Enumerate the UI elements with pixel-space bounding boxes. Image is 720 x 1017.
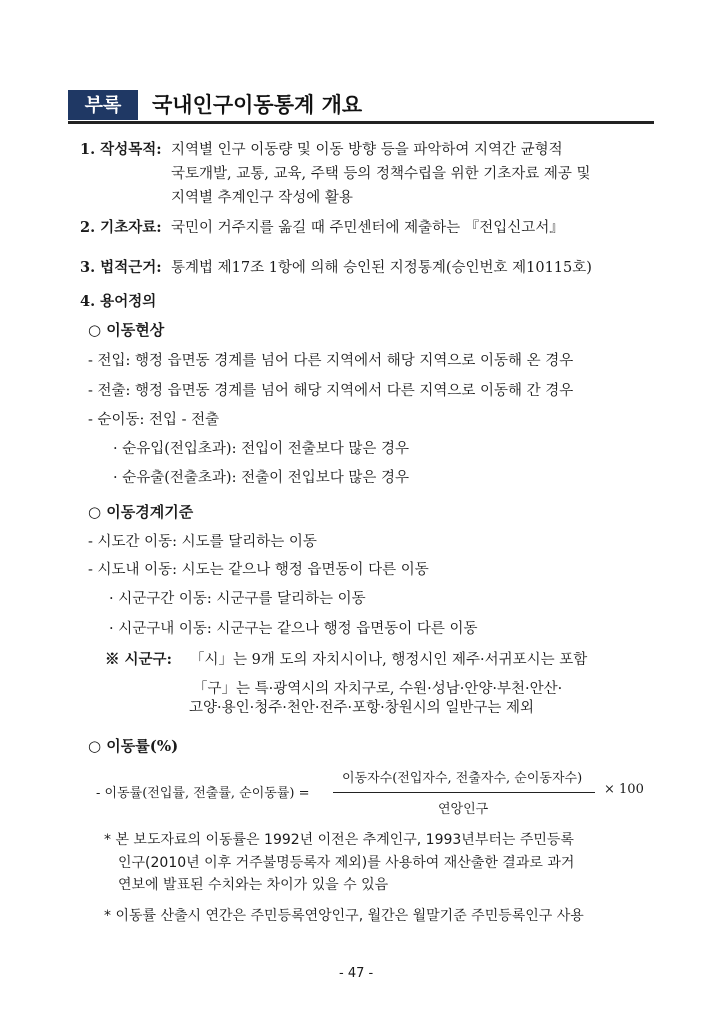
boundary-item-inter-district: · 시군구간 이동: 시군구를 달리하는 이동 xyxy=(109,591,366,607)
rate-numerator: 이동자수(전입자수, 전출자수, 순이동자수) xyxy=(342,771,583,786)
movement-item-in: - 전입: 행정 읍면동 경계를 넘어 다른 지역에서 해당 지역으로 이동해 온 경우 xyxy=(88,353,574,369)
boundary-item-intra-province: - 시도내 이동: 시도는 같으나 행정 읍면동이 다른 이동 xyxy=(88,562,429,578)
fraction-bar xyxy=(333,792,595,793)
movement-item-out: - 전출: 행정 읍면동 경계를 넘어 해당 지역에서 다른 지역으로 이동해 간 경우 xyxy=(88,383,574,399)
appendix-badge: 부록 xyxy=(68,90,138,120)
section-1-label: 1. 작성목적: xyxy=(80,141,162,158)
rate-multiplier: × 100 xyxy=(604,782,644,797)
page-title: 국내인구이동통계 개요 xyxy=(152,93,363,117)
section-3-label: 3. 법적근거: xyxy=(80,259,162,276)
rate-denominator: 연앙인구 xyxy=(438,802,489,817)
boundary-note-label: ※ 시군구: xyxy=(105,651,172,668)
footnote-1-line-3: 연보에 발표된 수치와는 차이가 있을 수 있음 xyxy=(118,877,389,893)
boundary-note-line-1: 「시」는 9개 도의 자치시이나, 행정시인 제주·서귀포시는 포함 xyxy=(190,652,588,668)
page-number: - 47 - xyxy=(339,966,374,981)
appendix-header xyxy=(68,90,654,120)
movement-item-net: - 순이동: 전입 - 전출 xyxy=(88,412,220,428)
movement-heading: ○ 이동현상 xyxy=(88,321,165,339)
section-2-label: 2. 기초자료: xyxy=(80,219,162,236)
boundary-note-line-3: 고양·용인·청주·천안·전주·포항·창원시의 일반구는 제외 xyxy=(189,700,535,716)
section-2-text: 국민이 거주지를 옮길 때 주민센터에 제출하는 『전입신고서』 xyxy=(171,220,564,236)
section-1-line-2: 국토개발, 교통, 교육, 주택 등의 정책수립을 위한 기초자료 제공 및 xyxy=(171,166,591,182)
rate-formula-left: - 이동률(전입률, 전출률, 순이동률) = xyxy=(96,786,310,801)
boundary-item-intra-district: · 시군구내 이동: 시군구는 같으나 행정 읍면동이 다른 이동 xyxy=(109,621,478,637)
rate-heading: ○ 이동률(%) xyxy=(88,737,179,755)
movement-item-net-outflow: · 순유출(전출초과): 전출이 전입보다 많은 경우 xyxy=(113,470,409,486)
footnote-1-line-2: 인구(2010년 이후 거주불명등록자 제외)를 사용하여 재산출한 결과로 과거 xyxy=(118,855,575,871)
boundary-heading: ○ 이동경계기준 xyxy=(88,503,194,521)
section-1-line-1: 지역별 인구 이동량 및 이동 방향 등을 파악하여 지역간 균형적 xyxy=(171,142,563,158)
header-underline xyxy=(68,121,654,124)
movement-item-net-inflow: · 순유입(전입초과): 전입이 전출보다 많은 경우 xyxy=(113,441,409,457)
section-3-text: 통계법 제17조 1항에 의해 승인된 지정통계(승인번호 제10115호) xyxy=(171,260,592,276)
footnote-2: * 이동률 산출시 연간은 주민등록연앙인구, 월간은 월말기준 주민등록인구 사용 xyxy=(104,908,584,924)
footnote-1-line-1: * 본 보도자료의 이동률은 1992년 이전은 추계인구, 1993년부터는 주민등록 xyxy=(104,832,574,848)
boundary-note-line-2: 「구」는 특·광역시의 자치구로, 수원·성남·안양·부천·안산· xyxy=(193,681,563,697)
boundary-item-inter-province: - 시도간 이동: 시도를 달리하는 이동 xyxy=(88,534,317,550)
section-4-label: 4. 용어정의 xyxy=(80,293,157,310)
section-1-line-3: 지역별 추계인구 작성에 활용 xyxy=(171,190,353,206)
